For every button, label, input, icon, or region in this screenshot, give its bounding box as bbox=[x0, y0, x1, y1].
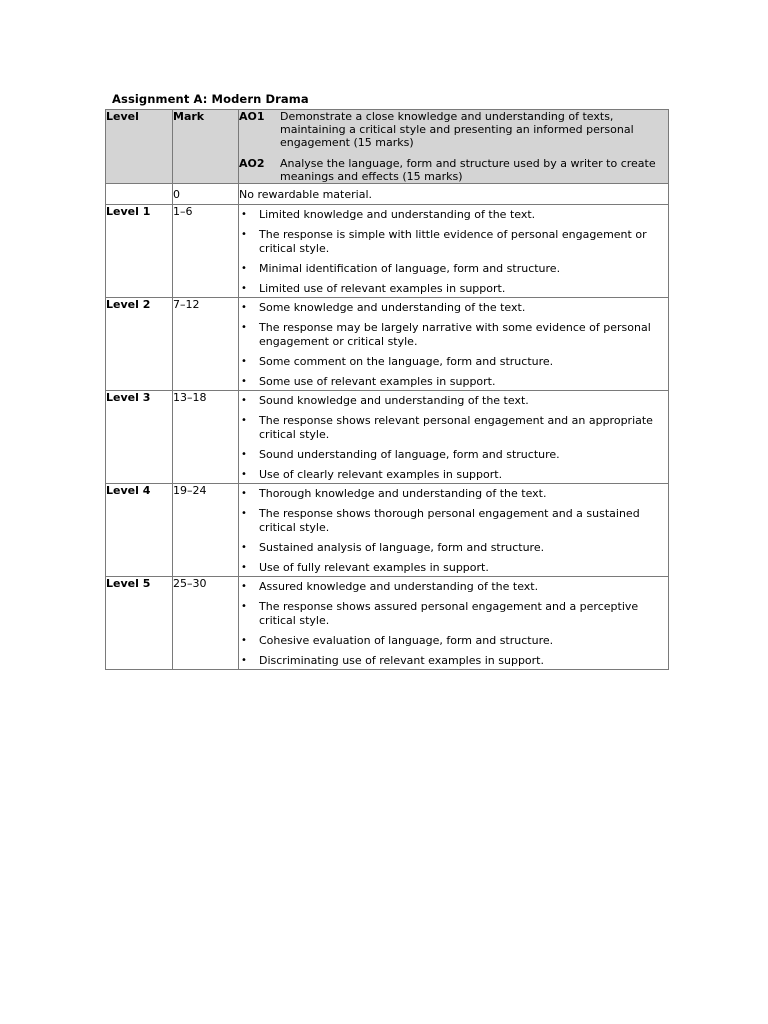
criteria-item bbox=[239, 208, 668, 221]
criteria-text: Use of fully relevant examples in support. bbox=[259, 561, 489, 575]
header-mark: Mark bbox=[173, 110, 239, 184]
criteria-list bbox=[239, 487, 668, 574]
criteria-list bbox=[239, 394, 668, 481]
criteria-item bbox=[239, 580, 668, 593]
criteria-item bbox=[239, 561, 668, 574]
criteria-item bbox=[239, 301, 668, 314]
bullet-icon: • bbox=[241, 209, 247, 221]
objective-text: Demonstrate a close knowledge and understanding of texts, maintaining a critical style and presenting an informed personal engagement (15 marks) bbox=[280, 110, 634, 150]
objective-code: AO2 bbox=[239, 156, 265, 170]
bullet-icon: • bbox=[241, 283, 247, 295]
criteria-text: The response shows thorough personal engagement and a sustained critical style. bbox=[259, 507, 640, 534]
criteria-text: Some comment on the language, form and structure. bbox=[259, 354, 554, 368]
level-cell bbox=[106, 184, 173, 205]
criteria-item bbox=[239, 448, 668, 461]
objective-code: AO1 bbox=[239, 110, 265, 123]
criteria-item bbox=[239, 414, 668, 440]
criteria-item bbox=[239, 654, 668, 667]
criteria-item bbox=[239, 394, 668, 407]
criteria-text: Discriminating use of relevant examples in support. bbox=[259, 654, 544, 668]
objective-text: Analyse the language, form and structure used by a writer to create meanings and effects (15 marks) bbox=[280, 156, 656, 183]
criteria-item bbox=[239, 541, 668, 554]
bullet-icon: • bbox=[241, 562, 247, 574]
objective-ao1 bbox=[239, 110, 668, 150]
description-cell bbox=[239, 391, 669, 484]
header-objectives bbox=[239, 110, 669, 184]
mark-cell: 19–24 bbox=[173, 484, 239, 577]
criteria-text: Limited knowledge and understanding of the text. bbox=[259, 208, 536, 222]
criteria-text: The response is simple with little evidence of personal engagement or critical style. bbox=[259, 228, 647, 255]
bullet-icon: • bbox=[241, 508, 247, 520]
bullet-icon: • bbox=[241, 355, 247, 367]
bullet-icon: • bbox=[241, 541, 247, 553]
table-body bbox=[106, 184, 669, 670]
bullet-icon: • bbox=[241, 376, 247, 388]
bullet-icon: • bbox=[241, 581, 247, 593]
table-row-level-1 bbox=[106, 205, 669, 298]
criteria-text: Minimal identification of language, form and structure. bbox=[259, 261, 561, 275]
criteria-text: Cohesive evaluation of language, form and structure. bbox=[259, 633, 554, 647]
table-row-level-5 bbox=[106, 577, 669, 670]
mark-cell: 0 bbox=[173, 184, 239, 205]
bullet-icon: • bbox=[241, 262, 247, 274]
criteria-item bbox=[239, 228, 668, 254]
mark-cell: 1–6 bbox=[173, 205, 239, 298]
bullet-icon: • bbox=[241, 322, 247, 334]
table-row-level-2 bbox=[106, 298, 669, 391]
criteria-item bbox=[239, 262, 668, 275]
table-header-row bbox=[106, 110, 669, 184]
level-cell: Level 3 bbox=[106, 391, 173, 484]
criteria-text: Sound understanding of language, form and structure. bbox=[259, 447, 560, 461]
criteria-item bbox=[239, 634, 668, 647]
criteria-text: Assured knowledge and understanding of the text. bbox=[259, 580, 539, 594]
header-level: Level bbox=[106, 110, 173, 184]
criteria-item bbox=[239, 355, 668, 368]
criteria-text: Thorough knowledge and understanding of the text. bbox=[259, 487, 547, 501]
criteria-text: Use of clearly relevant examples in support. bbox=[259, 468, 503, 482]
criteria-list bbox=[239, 301, 668, 388]
bullet-icon: • bbox=[241, 395, 247, 407]
table-row-level-3 bbox=[106, 391, 669, 484]
description-cell bbox=[239, 577, 669, 670]
description-cell bbox=[239, 484, 669, 577]
bullet-icon: • bbox=[241, 488, 247, 500]
criteria-list bbox=[239, 580, 668, 667]
table-row-level-4 bbox=[106, 484, 669, 577]
level-cell: Level 1 bbox=[106, 205, 173, 298]
criteria-item bbox=[239, 600, 668, 626]
mark-cell: 7–12 bbox=[173, 298, 239, 391]
bullet-icon: • bbox=[241, 415, 247, 427]
criteria-text: Some knowledge and understanding of the text. bbox=[259, 301, 526, 315]
criteria-text: Some use of relevant examples in support. bbox=[259, 375, 496, 389]
mark-cell: 13–18 bbox=[173, 391, 239, 484]
criteria-item bbox=[239, 487, 668, 500]
criteria-item bbox=[239, 282, 668, 295]
mark-scheme-table bbox=[105, 109, 669, 670]
bullet-icon: • bbox=[241, 601, 247, 613]
bullet-icon: • bbox=[241, 469, 247, 481]
criteria-text: Sound knowledge and understanding of the text. bbox=[259, 394, 529, 408]
description-cell bbox=[239, 298, 669, 391]
bullet-icon: • bbox=[241, 229, 247, 241]
description-cell bbox=[239, 205, 669, 298]
bullet-icon: • bbox=[241, 302, 247, 314]
criteria-list bbox=[239, 208, 668, 295]
bullet-icon: • bbox=[241, 634, 247, 646]
mark-cell: 25–30 bbox=[173, 577, 239, 670]
page-title: Assignment A: Modern Drama bbox=[112, 92, 309, 106]
criteria-text: Limited use of relevant examples in support. bbox=[259, 282, 506, 296]
criteria-item bbox=[239, 507, 668, 533]
criteria-item bbox=[239, 375, 668, 388]
criteria-text: The response shows relevant personal engagement and an appropriate critical style. bbox=[259, 414, 653, 441]
bullet-icon: • bbox=[241, 448, 247, 460]
level-cell: Level 2 bbox=[106, 298, 173, 391]
description-cell: No rewardable material. bbox=[239, 184, 669, 205]
criteria-text: The response may be largely narrative with some evidence of personal engagement or critical style. bbox=[259, 321, 651, 348]
level-cell: Level 4 bbox=[106, 484, 173, 577]
bullet-icon: • bbox=[241, 655, 247, 667]
criteria-item bbox=[239, 468, 668, 481]
criteria-item bbox=[239, 321, 668, 347]
level-cell: Level 5 bbox=[106, 577, 173, 670]
table-row-zero bbox=[106, 184, 669, 205]
criteria-text: Sustained analysis of language, form and structure. bbox=[259, 540, 545, 554]
objective-ao2 bbox=[239, 157, 668, 183]
criteria-text: The response shows assured personal engagement and a perceptive critical style. bbox=[259, 600, 639, 627]
